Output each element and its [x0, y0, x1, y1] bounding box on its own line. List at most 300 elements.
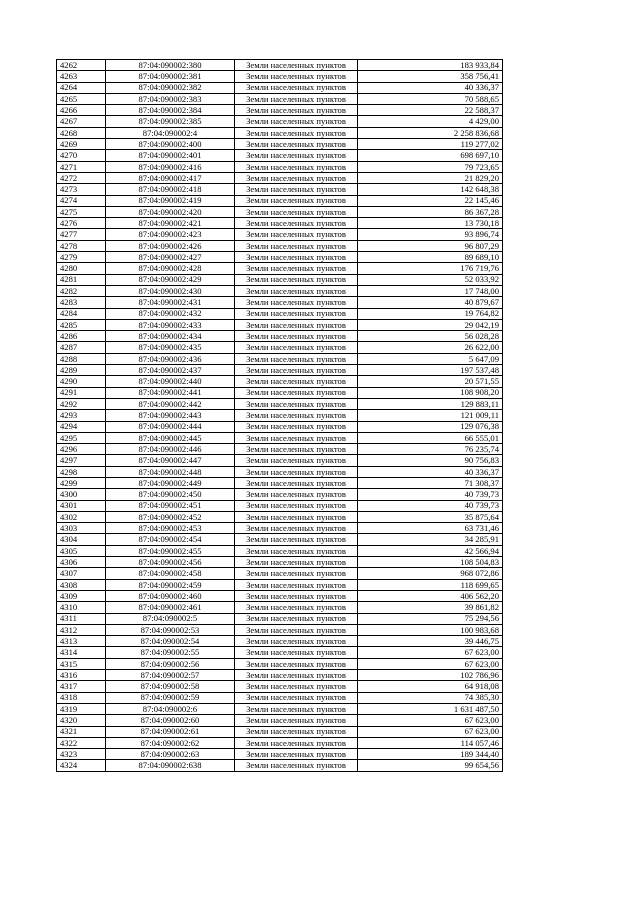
row-number-cell: 4277 — [57, 229, 106, 240]
land-category-cell: Земли населенных пунктов — [235, 545, 358, 556]
cadastral-value-cell: 79 723,65 — [358, 161, 503, 172]
row-number-cell: 4266 — [57, 105, 106, 116]
land-category-cell: Земли населенных пунктов — [235, 161, 358, 172]
land-category-cell: Земли населенных пунктов — [235, 376, 358, 387]
cadastral-number-cell: 87:04:090002:446 — [106, 444, 235, 455]
table-row — [57, 116, 503, 127]
row-number-cell: 4280 — [57, 263, 106, 274]
cadastral-value-cell: 74 385,30 — [358, 692, 503, 703]
cadastral-value-cell: 21 829,20 — [358, 172, 503, 183]
cadastral-number-cell: 87:04:090002:459 — [106, 579, 235, 590]
table-row — [57, 285, 503, 296]
cadastral-number-cell: 87:04:090002:381 — [106, 71, 235, 82]
land-category-cell: Земли населенных пунктов — [235, 568, 358, 579]
table-row — [57, 184, 503, 195]
cadastral-value-cell: 121 009,11 — [358, 410, 503, 421]
land-category-cell: Земли населенных пунктов — [235, 511, 358, 522]
table-row — [57, 172, 503, 183]
cadastral-value-cell: 75 294,56 — [358, 613, 503, 624]
table-row — [57, 681, 503, 692]
cadastral-number-cell: 87:04:090002:430 — [106, 285, 235, 296]
cadastral-number-cell: 87:04:090002:6 — [106, 703, 235, 714]
table-row — [57, 82, 503, 93]
table-row — [57, 71, 503, 82]
land-category-cell: Земли населенных пунктов — [235, 240, 358, 251]
land-category-cell: Земли населенных пунктов — [235, 455, 358, 466]
table-row — [57, 692, 503, 703]
cadastral-value-cell: 70 588,65 — [358, 93, 503, 104]
row-number-cell: 4320 — [57, 715, 106, 726]
cadastral-number-cell: 87:04:090002:418 — [106, 184, 235, 195]
cadastral-value-cell: 40 739,73 — [358, 500, 503, 511]
cadastral-number-cell: 87:04:090002:437 — [106, 365, 235, 376]
land-category-cell: Земли населенных пунктов — [235, 500, 358, 511]
table-row — [57, 477, 503, 488]
cadastral-number-cell: 87:04:090002:400 — [106, 139, 235, 150]
land-category-cell: Земли населенных пунктов — [235, 263, 358, 274]
cadastral-value-cell: 108 908,20 — [358, 387, 503, 398]
land-category-cell: Земли населенных пунктов — [235, 139, 358, 150]
row-number-cell: 4303 — [57, 523, 106, 534]
table-row — [57, 353, 503, 364]
cadastral-value-cell: 42 566,94 — [358, 545, 503, 556]
table-row — [57, 365, 503, 376]
row-number-cell: 4270 — [57, 150, 106, 161]
row-number-cell: 4304 — [57, 534, 106, 545]
cadastral-number-cell: 87:04:090002:420 — [106, 206, 235, 217]
land-category-cell: Земли населенных пунктов — [235, 206, 358, 217]
table-row — [57, 602, 503, 613]
table-row — [57, 297, 503, 308]
cadastral-value-cell: 20 571,55 — [358, 376, 503, 387]
cadastral-value-cell: 4 429,00 — [358, 116, 503, 127]
row-number-cell: 4267 — [57, 116, 106, 127]
cadastral-number-cell: 87:04:090002:455 — [106, 545, 235, 556]
cadastral-number-cell: 87:04:090002:417 — [106, 172, 235, 183]
table-row — [57, 421, 503, 432]
cadastral-number-cell: 87:04:090002:445 — [106, 432, 235, 443]
cadastral-value-cell: 197 537,48 — [358, 365, 503, 376]
row-number-cell: 4288 — [57, 353, 106, 364]
table-row — [57, 331, 503, 342]
table-row — [57, 455, 503, 466]
cadastral-value-cell: 1 631 487,50 — [358, 703, 503, 714]
cadastral-value-cell: 5 647,09 — [358, 353, 503, 364]
table-body — [57, 60, 503, 772]
table-row — [57, 195, 503, 206]
land-category-cell: Земли населенных пунктов — [235, 71, 358, 82]
table-row — [57, 715, 503, 726]
land-category-cell: Земли населенных пунктов — [235, 218, 358, 229]
row-number-cell: 4309 — [57, 590, 106, 601]
row-number-cell: 4300 — [57, 489, 106, 500]
row-number-cell: 4315 — [57, 658, 106, 669]
cadastral-number-cell: 87:04:090002:432 — [106, 308, 235, 319]
cadastral-value-cell: 96 807,29 — [358, 240, 503, 251]
land-category-cell: Земли населенных пунктов — [235, 466, 358, 477]
cadastral-number-cell: 87:04:090002:59 — [106, 692, 235, 703]
row-number-cell: 4318 — [57, 692, 106, 703]
land-category-cell: Земли населенных пунктов — [235, 624, 358, 635]
land-category-cell: Земли населенных пунктов — [235, 82, 358, 93]
table-row — [57, 105, 503, 116]
cadastral-value-cell: 129 076,38 — [358, 421, 503, 432]
cadastral-value-cell: 183 933,84 — [358, 60, 503, 71]
land-category-cell: Земли населенных пунктов — [235, 737, 358, 748]
row-number-cell: 4269 — [57, 139, 106, 150]
table-row — [57, 624, 503, 635]
cadastral-number-cell: 87:04:090002:452 — [106, 511, 235, 522]
row-number-cell: 4316 — [57, 670, 106, 681]
land-category-cell: Земли населенных пунктов — [235, 590, 358, 601]
cadastral-value-cell: 29 042,19 — [358, 319, 503, 330]
row-number-cell: 4278 — [57, 240, 106, 251]
table-row — [57, 252, 503, 263]
row-number-cell: 4324 — [57, 760, 106, 771]
row-number-cell: 4274 — [57, 195, 106, 206]
table-row — [57, 139, 503, 150]
land-category-cell: Земли населенных пунктов — [235, 670, 358, 681]
cadastral-number-cell: 87:04:090002:451 — [106, 500, 235, 511]
cadastral-value-cell: 89 689,10 — [358, 252, 503, 263]
table-row — [57, 703, 503, 714]
table-row — [57, 263, 503, 274]
cadastral-value-cell: 34 285,91 — [358, 534, 503, 545]
cadastral-number-cell: 87:04:090002:454 — [106, 534, 235, 545]
cadastral-value-cell: 968 072,86 — [358, 568, 503, 579]
cadastral-number-cell: 87:04:090002:460 — [106, 590, 235, 601]
land-category-cell: Земли населенных пунктов — [235, 715, 358, 726]
cadastral-value-cell: 90 756,83 — [358, 455, 503, 466]
row-number-cell: 4282 — [57, 285, 106, 296]
table-row — [57, 545, 503, 556]
cadastral-value-cell: 406 562,20 — [358, 590, 503, 601]
table-row — [57, 150, 503, 161]
row-number-cell: 4263 — [57, 71, 106, 82]
cadastral-number-cell: 87:04:090002:60 — [106, 715, 235, 726]
row-number-cell: 4265 — [57, 93, 106, 104]
table-row — [57, 534, 503, 545]
cadastral-value-cell: 142 648,38 — [358, 184, 503, 195]
land-category-cell: Земли населенных пунктов — [235, 331, 358, 342]
land-category-cell: Земли населенных пунктов — [235, 252, 358, 263]
cadastral-number-cell: 87:04:090002:401 — [106, 150, 235, 161]
table-row — [57, 218, 503, 229]
row-number-cell: 4276 — [57, 218, 106, 229]
cadastral-number-cell: 87:04:090002:62 — [106, 737, 235, 748]
land-category-cell: Земли населенных пунктов — [235, 274, 358, 285]
land-category-cell: Земли населенных пунктов — [235, 726, 358, 737]
land-category-cell: Земли населенных пунктов — [235, 477, 358, 488]
row-number-cell: 4301 — [57, 500, 106, 511]
row-number-cell: 4322 — [57, 737, 106, 748]
row-number-cell: 4306 — [57, 557, 106, 568]
cadastral-number-cell: 87:04:090002:53 — [106, 624, 235, 635]
table-row — [57, 636, 503, 647]
cadastral-number-cell: 87:04:090002:436 — [106, 353, 235, 364]
cadastral-value-cell: 93 896,74 — [358, 229, 503, 240]
cadastral-number-cell: 87:04:090002:431 — [106, 297, 235, 308]
land-category-cell: Земли населенных пунктов — [235, 421, 358, 432]
cadastral-number-cell: 87:04:090002:385 — [106, 116, 235, 127]
cadastral-number-cell: 87:04:090002:450 — [106, 489, 235, 500]
table-row — [57, 511, 503, 522]
cadastral-value-cell: 22 145,46 — [358, 195, 503, 206]
cadastral-value-cell: 56 028,28 — [358, 331, 503, 342]
row-number-cell: 4311 — [57, 613, 106, 624]
cadastral-number-cell: 87:04:090002:380 — [106, 60, 235, 71]
land-category-cell: Земли населенных пунктов — [235, 342, 358, 353]
table-row — [57, 489, 503, 500]
row-number-cell: 4299 — [57, 477, 106, 488]
cadastral-value-cell: 26 622,00 — [358, 342, 503, 353]
cadastral-value-cell: 52 033,92 — [358, 274, 503, 285]
table-row — [57, 568, 503, 579]
row-number-cell: 4268 — [57, 127, 106, 138]
row-number-cell: 4289 — [57, 365, 106, 376]
land-category-cell: Земли населенных пунктов — [235, 150, 358, 161]
cadastral-value-cell: 71 308,37 — [358, 477, 503, 488]
cadastral-value-cell: 40 879,67 — [358, 297, 503, 308]
table-row — [57, 613, 503, 624]
land-category-cell: Земли населенных пунктов — [235, 432, 358, 443]
land-category-cell: Земли населенных пунктов — [235, 681, 358, 692]
row-number-cell: 4264 — [57, 82, 106, 93]
cadastral-number-cell: 87:04:090002:419 — [106, 195, 235, 206]
row-number-cell: 4313 — [57, 636, 106, 647]
land-category-cell: Земли населенных пунктов — [235, 116, 358, 127]
cadastral-number-cell: 87:04:090002:63 — [106, 749, 235, 760]
cadastral-value-cell: 13 730,18 — [358, 218, 503, 229]
cadastral-value-cell: 114 057,46 — [358, 737, 503, 748]
land-category-cell: Земли населенных пунктов — [235, 229, 358, 240]
cadastral-number-cell: 87:04:090002:429 — [106, 274, 235, 285]
cadastral-number-cell: 87:04:090002:55 — [106, 647, 235, 658]
cadastral-number-cell: 87:04:090002:428 — [106, 263, 235, 274]
cadastral-value-cell: 698 697,10 — [358, 150, 503, 161]
cadastral-value-cell: 129 883,11 — [358, 398, 503, 409]
table-row — [57, 432, 503, 443]
table-row — [57, 274, 503, 285]
table-row — [57, 387, 503, 398]
cadastral-value-cell: 99 654,56 — [358, 760, 503, 771]
cadastral-number-cell: 87:04:090002:426 — [106, 240, 235, 251]
cadastral-value-cell: 35 875,64 — [358, 511, 503, 522]
table-row — [57, 376, 503, 387]
land-category-cell: Земли населенных пунктов — [235, 613, 358, 624]
table-row — [57, 444, 503, 455]
table-row — [57, 500, 503, 511]
row-number-cell: 4310 — [57, 602, 106, 613]
table-row — [57, 60, 503, 71]
row-number-cell: 4302 — [57, 511, 106, 522]
cadastral-number-cell: 87:04:090002:444 — [106, 421, 235, 432]
cadastral-value-cell: 40 336,37 — [358, 466, 503, 477]
land-category-cell: Земли населенных пунктов — [235, 647, 358, 658]
row-number-cell: 4287 — [57, 342, 106, 353]
cadastral-value-cell: 40 336,37 — [358, 82, 503, 93]
cadastral-value-cell: 67 623,00 — [358, 726, 503, 737]
row-number-cell: 4285 — [57, 319, 106, 330]
row-number-cell: 4308 — [57, 579, 106, 590]
row-number-cell: 4314 — [57, 647, 106, 658]
cadastral-number-cell: 87:04:090002:61 — [106, 726, 235, 737]
cadastral-number-cell: 87:04:090002:433 — [106, 319, 235, 330]
land-category-cell: Земли населенных пунктов — [235, 703, 358, 714]
land-category-cell: Земли населенных пунктов — [235, 489, 358, 500]
cadastral-number-cell: 87:04:090002:638 — [106, 760, 235, 771]
cadastral-number-cell: 87:04:090002:421 — [106, 218, 235, 229]
cadastral-number-cell: 87:04:090002:57 — [106, 670, 235, 681]
row-number-cell: 4295 — [57, 432, 106, 443]
land-category-cell: Земли населенных пунктов — [235, 353, 358, 364]
cadastral-value-cell: 63 731,46 — [358, 523, 503, 534]
cadastral-number-cell: 87:04:090002:453 — [106, 523, 235, 534]
cadastral-number-cell: 87:04:090002:443 — [106, 410, 235, 421]
table-row — [57, 229, 503, 240]
cadastral-value-cell: 17 748,00 — [358, 285, 503, 296]
cadastral-value-cell: 67 623,00 — [358, 647, 503, 658]
land-category-cell: Земли населенных пунктов — [235, 398, 358, 409]
land-category-cell: Земли населенных пунктов — [235, 93, 358, 104]
cadastral-value-cell: 189 344,40 — [358, 749, 503, 760]
cadastral-value-cell: 66 555,01 — [358, 432, 503, 443]
land-category-cell: Земли населенных пунктов — [235, 387, 358, 398]
cadastral-value-cell: 67 623,00 — [358, 715, 503, 726]
table-row — [57, 342, 503, 353]
row-number-cell: 4298 — [57, 466, 106, 477]
cadastral-number-cell: 87:04:090002:448 — [106, 466, 235, 477]
land-category-cell: Земли населенных пунктов — [235, 523, 358, 534]
cadastral-number-cell: 87:04:090002:58 — [106, 681, 235, 692]
cadastral-number-cell: 87:04:090002:456 — [106, 557, 235, 568]
cadastral-value-cell: 22 588,37 — [358, 105, 503, 116]
cadastral-value-cell: 118 699,65 — [358, 579, 503, 590]
row-number-cell: 4286 — [57, 331, 106, 342]
land-category-cell: Земли населенных пунктов — [235, 105, 358, 116]
land-category-cell: Земли населенных пунктов — [235, 365, 358, 376]
land-category-cell: Земли населенных пунктов — [235, 749, 358, 760]
row-number-cell: 4312 — [57, 624, 106, 635]
cadastral-value-cell: 67 623,00 — [358, 658, 503, 669]
cadastral-number-cell: 87:04:090002:434 — [106, 331, 235, 342]
table-row — [57, 466, 503, 477]
cadastral-number-cell: 87:04:090002:382 — [106, 82, 235, 93]
row-number-cell: 4284 — [57, 308, 106, 319]
row-number-cell: 4272 — [57, 172, 106, 183]
table-row — [57, 760, 503, 771]
land-category-cell: Земли населенных пунктов — [235, 636, 358, 647]
row-number-cell: 4296 — [57, 444, 106, 455]
cadastral-value-cell: 76 235,74 — [358, 444, 503, 455]
land-category-cell: Земли населенных пунктов — [235, 297, 358, 308]
cadastral-number-cell: 87:04:090002:449 — [106, 477, 235, 488]
row-number-cell: 4297 — [57, 455, 106, 466]
table-row — [57, 590, 503, 601]
land-category-cell: Земли населенных пунктов — [235, 127, 358, 138]
table-row — [57, 127, 503, 138]
row-number-cell: 4294 — [57, 421, 106, 432]
table-row — [57, 206, 503, 217]
land-category-cell: Земли населенных пунктов — [235, 319, 358, 330]
row-number-cell: 4293 — [57, 410, 106, 421]
row-number-cell: 4317 — [57, 681, 106, 692]
table-row — [57, 658, 503, 669]
land-category-cell: Земли населенных пунктов — [235, 60, 358, 71]
cadastral-number-cell: 87:04:090002:416 — [106, 161, 235, 172]
table-row — [57, 647, 503, 658]
land-category-cell: Земли населенных пунктов — [235, 579, 358, 590]
cadastral-value-cell: 64 918,08 — [358, 681, 503, 692]
cadastral-number-cell: 87:04:090002:384 — [106, 105, 235, 116]
cadastral-number-cell: 87:04:090002:4 — [106, 127, 235, 138]
cadastral-value-cell: 39 861,82 — [358, 602, 503, 613]
land-category-cell: Земли населенных пунктов — [235, 534, 358, 545]
table-row — [57, 579, 503, 590]
land-category-cell: Земли населенных пунктов — [235, 602, 358, 613]
row-number-cell: 4273 — [57, 184, 106, 195]
cadastral-number-cell: 87:04:090002:441 — [106, 387, 235, 398]
cadastral-value-cell: 2 258 836,68 — [358, 127, 503, 138]
table-row — [57, 240, 503, 251]
land-category-cell: Земли населенных пунктов — [235, 692, 358, 703]
row-number-cell: 4305 — [57, 545, 106, 556]
row-number-cell: 4275 — [57, 206, 106, 217]
cadastral-number-cell: 87:04:090002:56 — [106, 658, 235, 669]
land-category-cell: Земли населенных пунктов — [235, 184, 358, 195]
row-number-cell: 4291 — [57, 387, 106, 398]
cadastral-number-cell: 87:04:090002:440 — [106, 376, 235, 387]
table-row — [57, 410, 503, 421]
row-number-cell: 4292 — [57, 398, 106, 409]
land-category-cell: Земли населенных пунктов — [235, 557, 358, 568]
cadastral-value-cell: 119 277,02 — [358, 139, 503, 150]
land-cadastral-value-table — [56, 59, 503, 772]
row-number-cell: 4319 — [57, 703, 106, 714]
row-number-cell: 4321 — [57, 726, 106, 737]
table-row — [57, 670, 503, 681]
cadastral-value-cell: 100 983,68 — [358, 624, 503, 635]
row-number-cell: 4283 — [57, 297, 106, 308]
cadastral-value-cell: 39 446,75 — [358, 636, 503, 647]
table-row — [57, 749, 503, 760]
row-number-cell: 4281 — [57, 274, 106, 285]
row-number-cell: 4271 — [57, 161, 106, 172]
cadastral-number-cell: 87:04:090002:458 — [106, 568, 235, 579]
cadastral-value-cell: 108 504,83 — [358, 557, 503, 568]
cadastral-number-cell: 87:04:090002:461 — [106, 602, 235, 613]
land-category-cell: Земли населенных пунктов — [235, 195, 358, 206]
cadastral-value-cell: 358 756,41 — [358, 71, 503, 82]
land-category-cell: Земли населенных пунктов — [235, 444, 358, 455]
cadastral-number-cell: 87:04:090002:54 — [106, 636, 235, 647]
table-row — [57, 523, 503, 534]
land-category-cell: Земли населенных пунктов — [235, 658, 358, 669]
cadastral-number-cell: 87:04:090002:427 — [106, 252, 235, 263]
cadastral-number-cell: 87:04:090002:423 — [106, 229, 235, 240]
cadastral-number-cell: 87:04:090002:447 — [106, 455, 235, 466]
table-row — [57, 726, 503, 737]
cadastral-number-cell: 87:04:090002:383 — [106, 93, 235, 104]
row-number-cell: 4323 — [57, 749, 106, 760]
table-row — [57, 557, 503, 568]
table-row — [57, 93, 503, 104]
cadastral-value-cell: 40 739,73 — [358, 489, 503, 500]
cadastral-value-cell: 102 786,96 — [358, 670, 503, 681]
cadastral-value-cell: 86 367,28 — [358, 206, 503, 217]
row-number-cell: 4307 — [57, 568, 106, 579]
land-category-cell: Земли населенных пунктов — [235, 410, 358, 421]
